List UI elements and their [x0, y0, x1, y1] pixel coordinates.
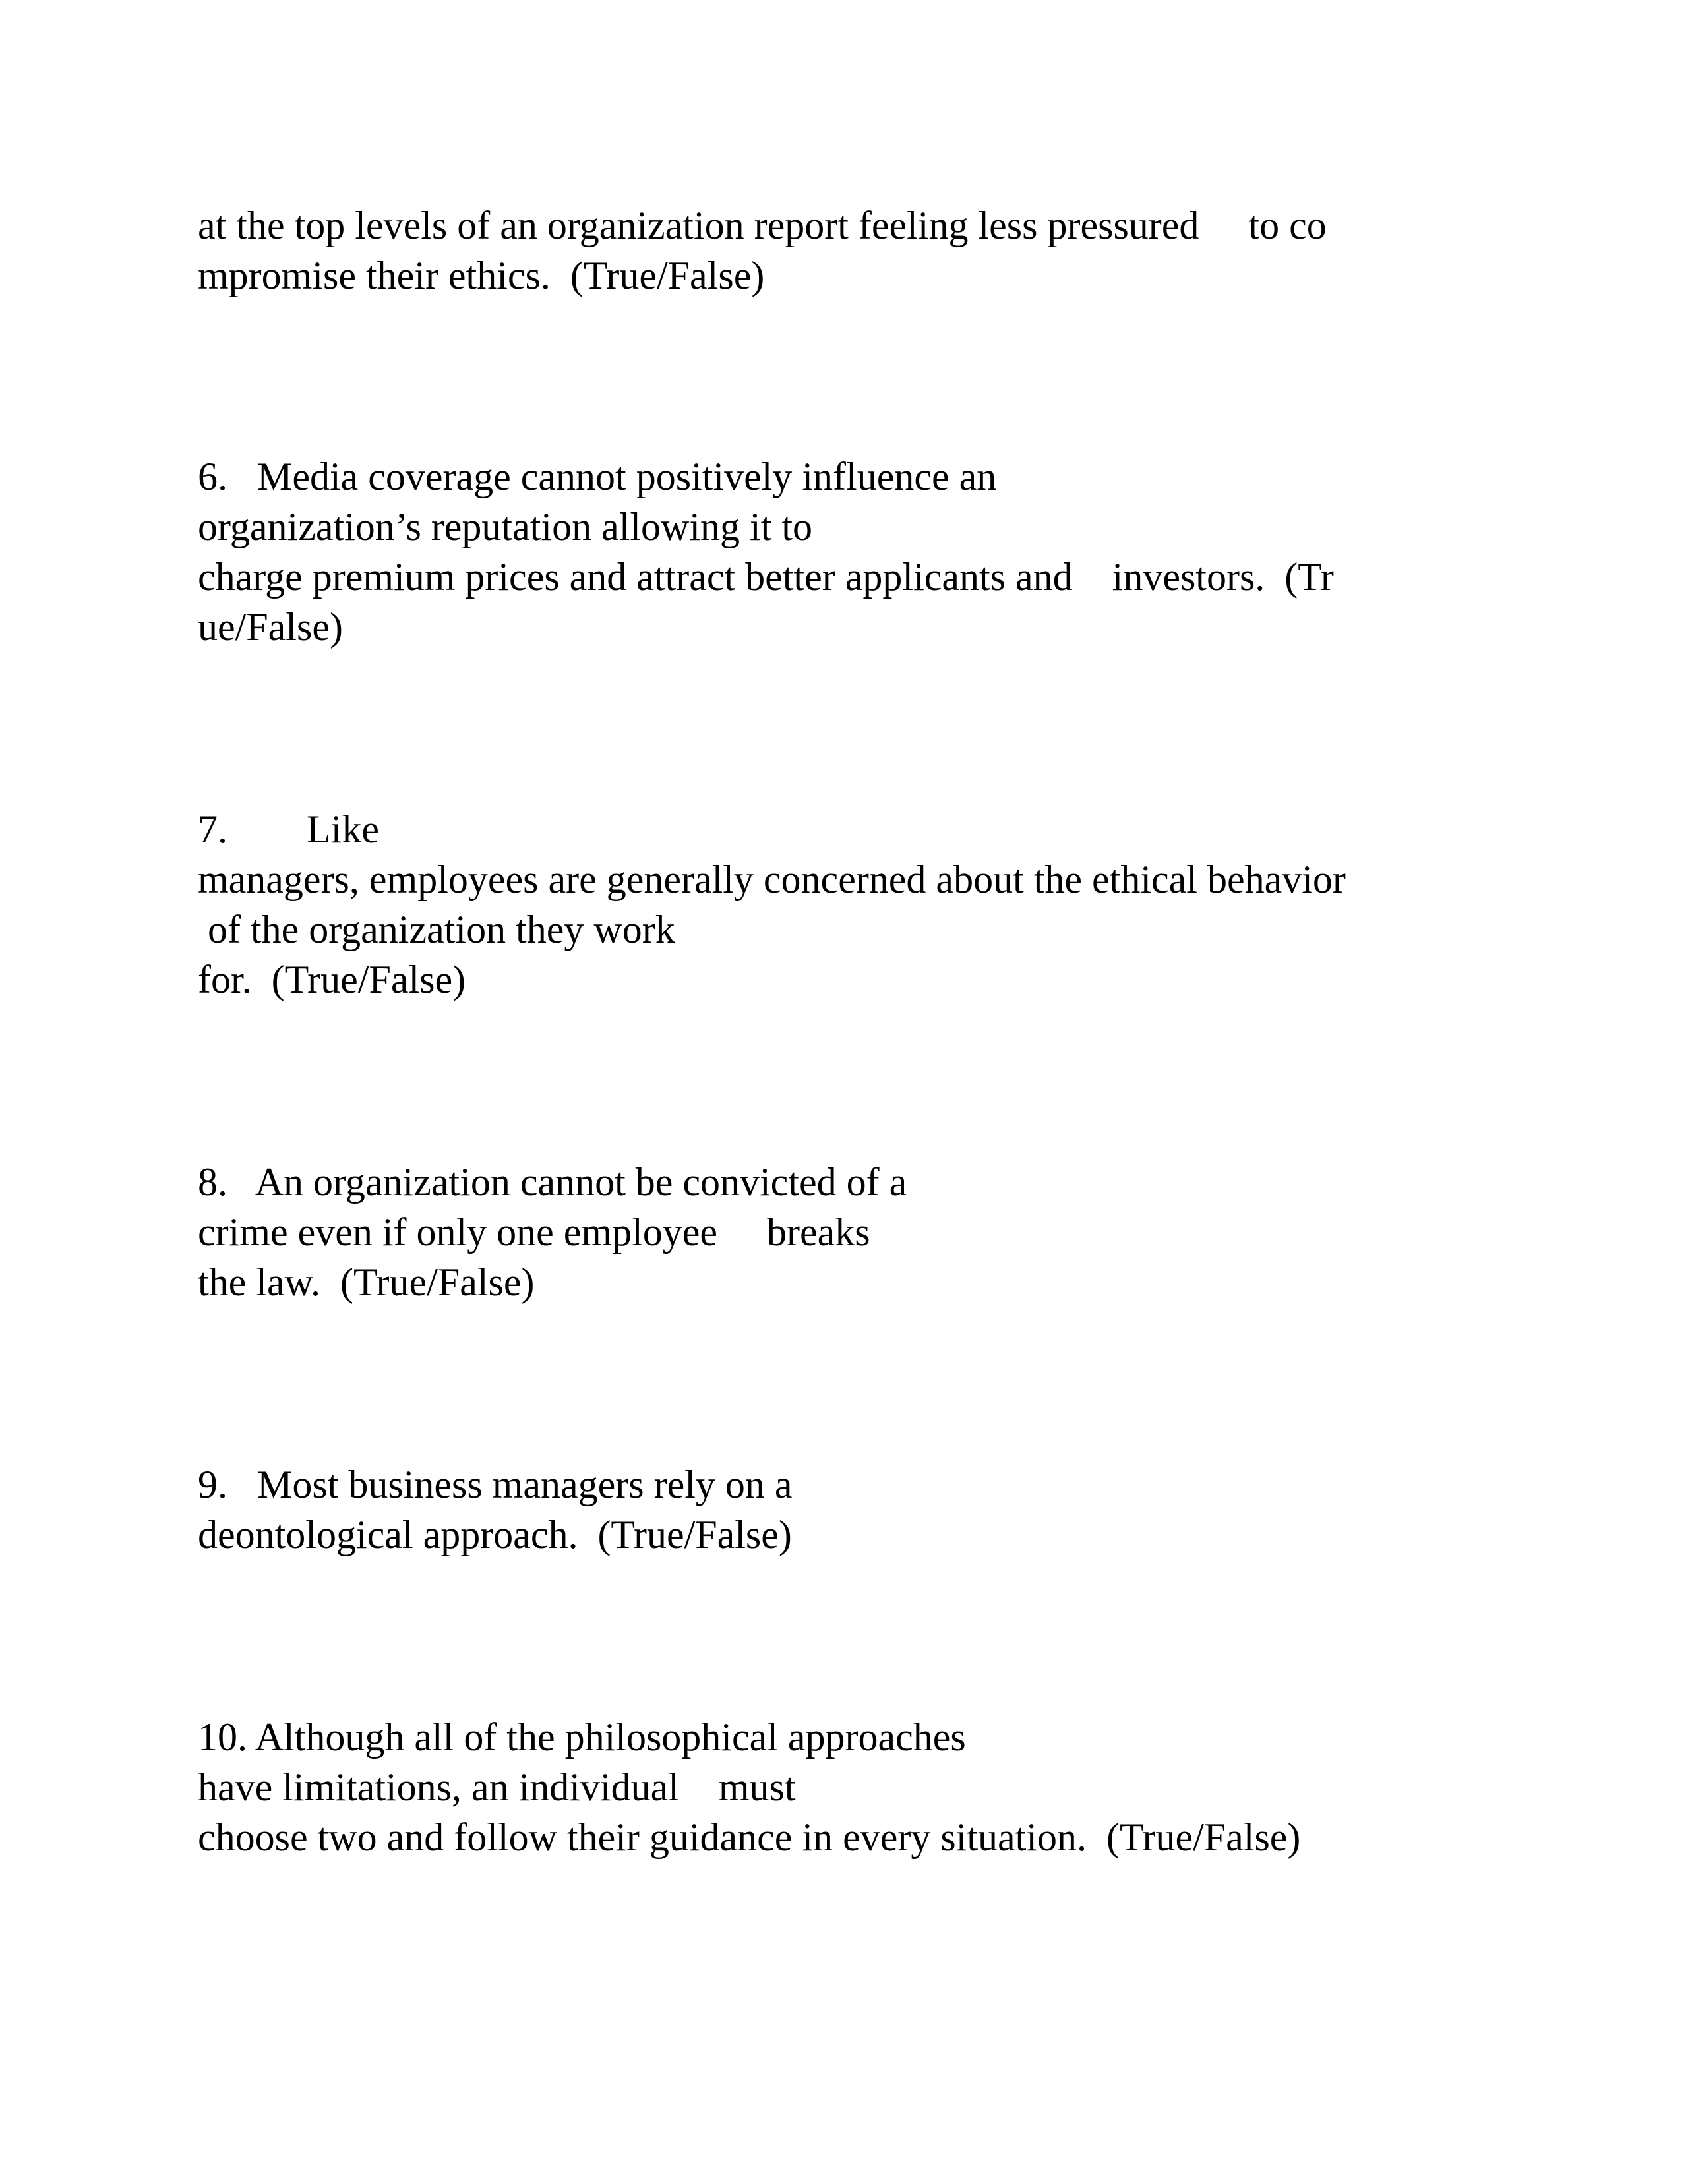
text-line: for. (True/False)	[198, 958, 466, 1001]
text-line: 8. An organization cannot be convicted of a	[198, 1160, 907, 1204]
text-line: the law. (True/False)	[198, 1260, 535, 1304]
text-line: at the top levels of an organization report feeling less pressured to co	[198, 204, 1327, 247]
text-line: ue/False)	[198, 605, 343, 649]
text-line: 10. Although all of the philosophical approaches	[198, 1715, 966, 1759]
text-line: managers, employees are generally concerned about the ethical behavior	[198, 858, 1346, 901]
text-line: 9. Most business managers rely on a	[198, 1463, 793, 1506]
text-line: charge premium prices and attract better applicants and investors. (Tr	[198, 555, 1334, 599]
text-line: have limitations, an individual must	[198, 1765, 796, 1809]
text-line: deontological approach. (True/False)	[198, 1513, 792, 1556]
text-line: organization’s reputation allowing it to	[198, 505, 813, 548]
text-line: choose two and follow their guidance in every situation. (True/False)	[198, 1815, 1301, 1859]
text-line: 7. Like	[198, 808, 379, 851]
text-line: crime even if only one employee breaks	[198, 1210, 870, 1254]
text-line: of the organization they work	[198, 908, 675, 951]
text-line: mpromise their ethics. (True/False)	[198, 254, 765, 297]
text-line: 6. Media coverage cannot positively influence an	[198, 455, 997, 498]
